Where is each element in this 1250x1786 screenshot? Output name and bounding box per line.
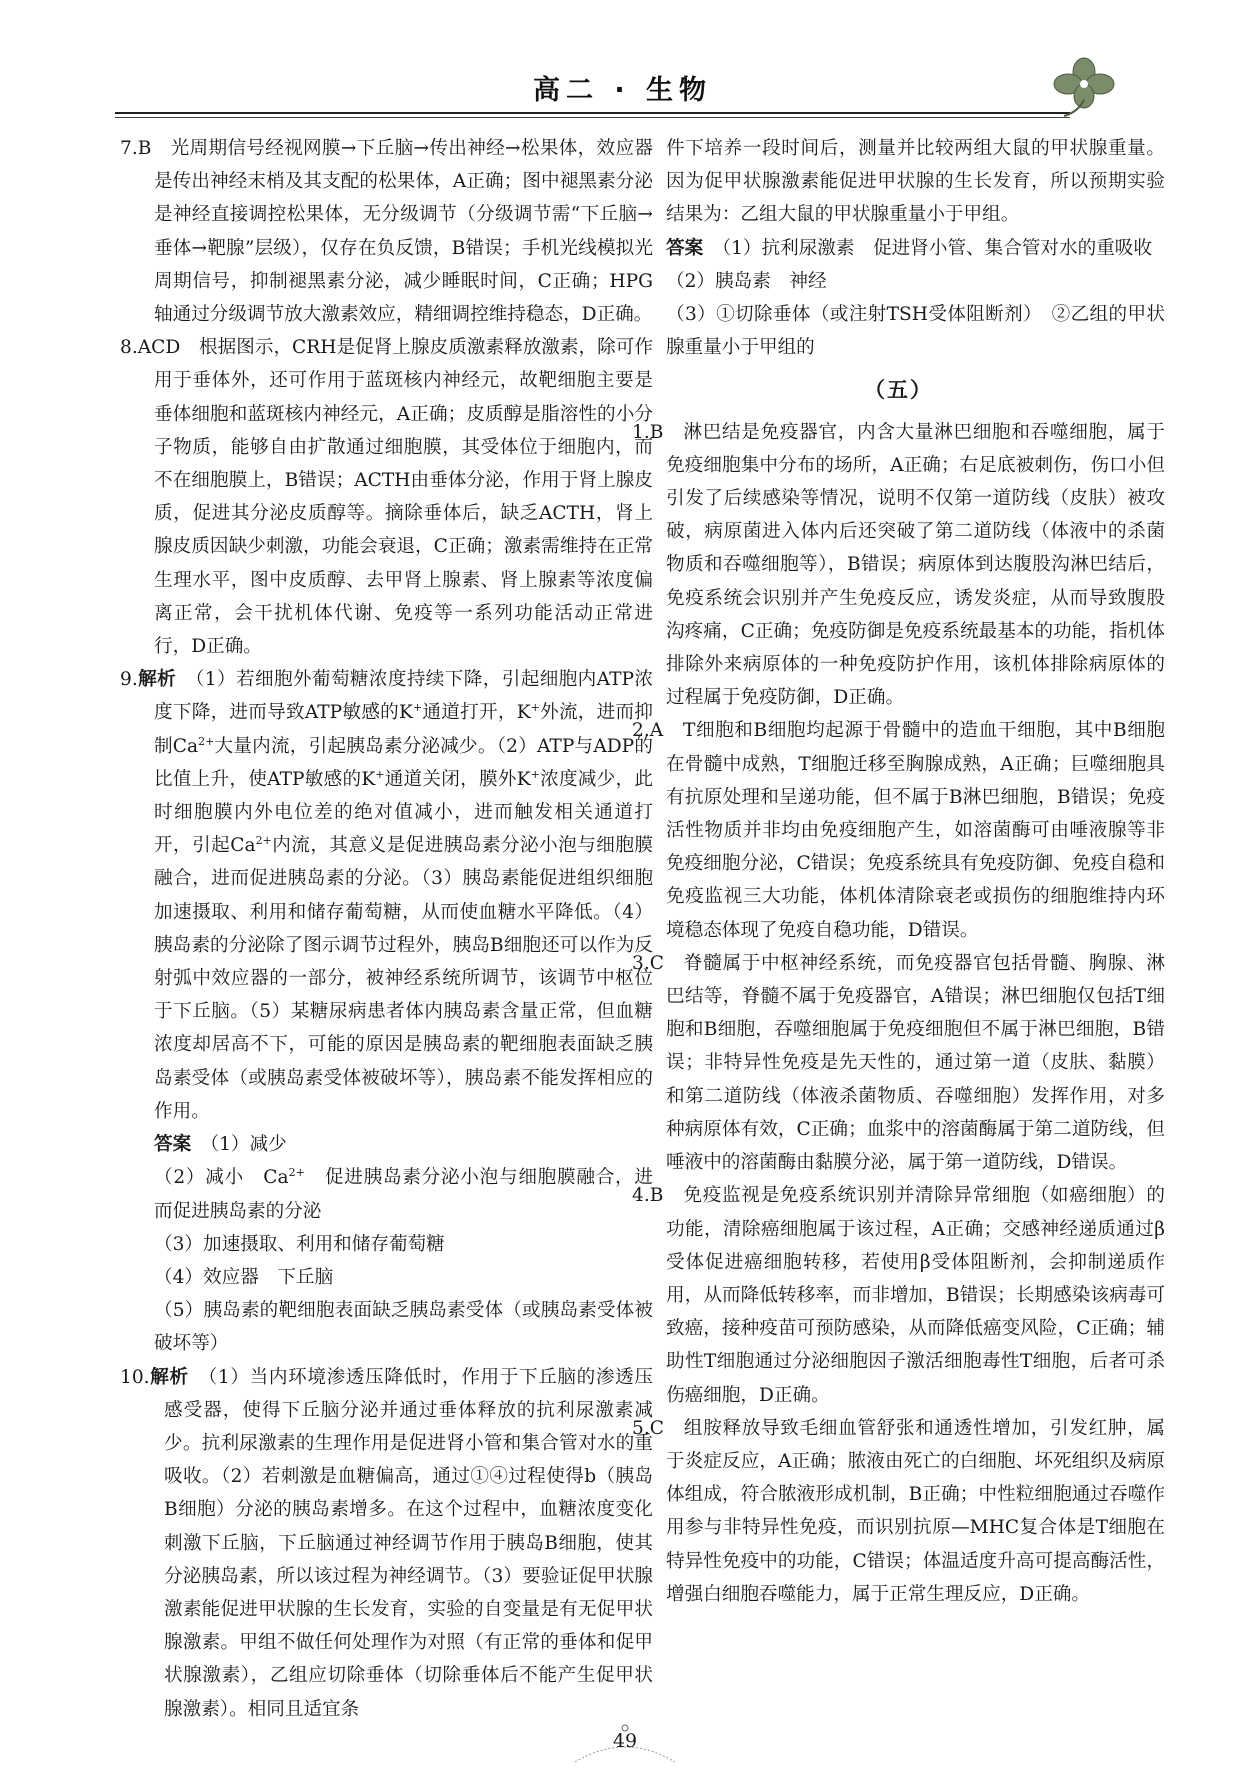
analysis-label: 解析: [149, 1366, 189, 1388]
answer-label: 答案: [154, 1134, 192, 1156]
item-number: 7.B: [120, 138, 152, 159]
item-text: 免疫监视是免疫系统识别并清除异常细胞（如癌细胞）的功能，清除癌细胞属于该过程，A正确；交感神经递质通过β受体促进癌细胞转移，若使用β受体阻断剂，会抑制递质作用，从而降低转移率，而非增加，B错误；长期感染该病毒可致癌，接种疫苗可预防感染，从而降低癌变风险，C正确；辅助性T细胞通过分泌细胞因子激活细胞毒性T细胞，后者可杀伤癌细胞，D正确。: [666, 1185, 1165, 1406]
answer-item-2: [632, 714, 1165, 946]
page-header: [115, 60, 1130, 118]
clover-icon: [1038, 54, 1130, 120]
section-title: （五）: [864, 378, 933, 403]
answer-item-8: [120, 331, 653, 663]
item-text: 浓度减少，此时细胞膜内外电位差的绝对值减小，进而触发相关通道打开，引起Ca: [154, 768, 653, 857]
analysis-label: 解析: [137, 669, 177, 691]
item-text: 组胺释放导致毛细血管舒张和通透性增加，引发红肿，属于炎症反应，A正确；脓液由死亡的白细胞、坏死组织及病原体组成，符合脓液形成机制，B正确；中性粒细胞通过吞噬作用参与非特异性免疫，而识别抗原—MHC复合体是T细胞在特异性免疫中的功能，C错误；体温适度升高可提高酶活性，增强白细胞吞噬能力，属于正常生理反应，D正确。: [666, 1417, 1165, 1605]
item-text: 光周期信号经视网膜→下丘脑→传出神经→松果体，效应器是传出神经末梢及其支配的松果体，A正确；图中褪黑素分泌是神经直接调控松果体，无分级调节（分级调节需“下丘脑→垂体→靶腺”层级），仅存在负反馈，B错误；手机光线模拟光周期信号，抑制褪黑素分泌，减少睡眠时间，C正确；HPG轴通过分级调节放大激素效应，精细调控维持稳态，D正确。: [154, 138, 653, 326]
item-text: 大量内流，引起胰岛素分泌减少。（2）ATP与ADP的比值上升，使ATP敏感的K: [154, 735, 654, 790]
item-text: 外流，进而抑制Ca: [154, 702, 653, 757]
answer-line: （2）胰岛素 神经: [666, 270, 827, 292]
answer-line: [120, 1161, 653, 1227]
answer-item-5: [632, 1412, 1165, 1611]
answer-text: （2）减小 Ca: [154, 1167, 289, 1189]
answer-line: （3）加速摄取、利用和储存葡萄糖: [154, 1233, 445, 1255]
superscript: +: [412, 701, 423, 715]
superscript: +: [375, 767, 385, 781]
answer-line: （4）效应器 下丘脑: [154, 1266, 334, 1288]
item-10-continued: 件下培养一段时间后，测量并比较两组大鼠的甲状腺重量。因为促甲状腺激素能促进甲状腺的生长发育，所以预期实验结果为：乙组大鼠的甲状腺重量小于甲组。: [666, 138, 1165, 226]
item-text: （1）当内环境渗透压降低时，作用于下丘脑的渗透压感受器，使得下丘脑分泌并通过垂体释放的抗利尿激素减少。抗利尿激素的生理作用是促进肾小管和集合管对水的重吸收。（2）若刺激是血糖偏高，通过①④过程使得b（胰岛B细胞）分泌的胰岛素增多。在这个过程中，血糖浓度变化刺激下丘脑，下丘脑通过神经调节作用于胰岛B细胞，使其分泌胰岛素，所以该过程为神经调节。（3）要验证促甲状腺激素能促进甲状腺的生长发育，实验的自变量是有无促甲状腺激素。甲组不做任何处理作为对照（有正常的垂体和促甲状腺激素），乙组应切除垂体（切除垂体后不能产生促甲状腺激素）。相同且适宜条: [164, 1366, 653, 1720]
answer-item-4: [632, 1179, 1165, 1411]
answer-text: 促进胰岛素分泌小泡与细胞膜融合，进而促进胰岛素的分泌: [154, 1167, 653, 1222]
answer-line: [632, 232, 1165, 265]
item-text: 通道关闭，膜外K: [384, 768, 531, 790]
item-text: 淋巴结是免疫器官，内含大量淋巴细胞和吞噬细胞，属于免疫细胞集中分布的场所，A正确；右足底被刺伤，伤口小但引发了后续感染等情况，说明不仅第一道防线（皮肤）被攻破，病原菌进入体内后还突破了第二道防线（体液中的杀菌物质和吞噬细胞等），B错误；病原体到达腹股沟淋巴结后，免疫系统会识别并产生免疫反应，诱发炎症，从而导致腹股沟疼痛，C正确；免疫防御是免疫系统最基本的功能，指机体排除外来病原体的一种免疫防护作用，该机体排除病原体的过程属于免疫防御，D正确。: [666, 421, 1165, 709]
answer-line: [120, 1128, 653, 1161]
item-text: 内流，其意义是促进胰岛素分泌小泡与细胞膜融合，进而促进胰岛素的分泌。（3）胰岛素能促进组织细胞加速摄取、利用和储存葡萄糖，从而使血糖水平降低。（4）胰岛素的分泌除了图示调节过程外，胰岛B细胞还可以作为反射弧中效应器的一部分，被神经系统所调节，该调节中枢位于下丘脑。（5）某糖尿病患者体内胰岛素含量正常，但血糖浓度却居高不下，可能的原因是胰岛素的靶细胞表面缺乏胰岛素受体（或胰岛素受体被破坏等），胰岛素不能发挥相应的作用。: [154, 835, 653, 1122]
item-number: 2.A: [632, 720, 664, 742]
answer-text: （1）减少: [209, 1134, 287, 1156]
item-text: （1）若细胞外葡萄糖浓度持续下降，引起细胞内ATP浓度下降，进而导致ATP敏感的K: [154, 669, 653, 724]
answer-line: （3）①切除垂体（或注射TSH受体阻断剂） ②乙组的甲状腺重量小于甲组的: [666, 304, 1165, 359]
item-number: 8.ACD: [120, 337, 181, 359]
answer-item-7: [120, 132, 653, 331]
answer-item-10: [120, 1361, 653, 1726]
header-rule-thin: [115, 117, 1070, 118]
superscript: 2+: [288, 1166, 305, 1180]
page-number: 49: [612, 1730, 638, 1752]
item-text: 通道打开，K: [422, 702, 531, 724]
item-text: 脊髓属于中枢神经系统，而免疫器官包括骨髓、胸腺、淋巴结等，脊髓不属于免疫器官，A错误；淋巴细胞仅包括T细胞和B细胞，吞噬细胞属于免疫细胞但不属于淋巴细胞，B错误；非特异性免疫是先天性的，通过第一道（皮肤、黏膜）和第二道防线（体液杀菌物质、吞噬细胞）发挥作用，对多种病原体有效，C正确；血浆中的溶菌酶属于第二道防线，但唾液中的溶菌酶由黏膜分泌，属于第一道防线，D错误。: [666, 952, 1165, 1174]
superscript: +: [530, 701, 540, 715]
answer-line: （5）胰岛素的靶细胞表面缺乏胰岛素受体（或胰岛素受体被破坏等）: [154, 1300, 653, 1355]
item-number: 10.: [120, 1366, 150, 1388]
page-footer: [0, 1722, 1250, 1772]
superscript: 2+: [198, 734, 215, 748]
item-number: 3.C: [632, 952, 664, 974]
answer-text: （1）抗利尿激素 促进肾小管、集合管对水的重吸收: [721, 237, 1152, 259]
superscript: +: [530, 767, 540, 781]
item-number: 1.B: [632, 421, 664, 443]
answer-item-1: [632, 416, 1165, 715]
item-text: T细胞和B细胞均起源于骨髓中的造血干细胞，其中B细胞在骨髓中成熟，T细胞迁移至胸腺成熟，A正确；巨噬细胞具有抗原处理和呈递功能，但不属于B淋巴细胞，B错误；免疫活性物质并非均由免疫细胞产生，如溶菌酶可由唾液腺等非免疫细胞分泌，C错误；免疫系统具有免疫防御、免疫自稳和免疫监视三大功能，体机体清除衰老或损伤的细胞维持内环境稳态体现了免疫自稳功能，D错误。: [666, 720, 1165, 941]
right-column: [632, 132, 1165, 1611]
answer-label: 答案: [666, 237, 704, 259]
item-number: 4.B: [632, 1185, 664, 1207]
answer-item-9: [120, 663, 653, 1128]
left-column: [120, 132, 653, 1726]
answer-block-10: [632, 232, 1165, 365]
superscript: 2+: [255, 834, 272, 848]
answer-item-3: [632, 947, 1165, 1179]
item-number: 9.: [120, 669, 138, 691]
header-rule: [115, 112, 1070, 114]
item-number: 5.C: [632, 1417, 664, 1439]
header-title: 高二 · 生物: [532, 75, 713, 106]
item-text: 根据图示，CRH是促肾上腺皮质激素释放激素，除可作用于垂体外，还可作用于蓝斑核内神经元，故靶细胞主要是垂体细胞和蓝斑核内神经元，A正确；皮质醇是脂溶性的小分子物质，能够自由扩散通过细胞膜，其受体位于细胞内，而不在细胞膜上，B错误；ACTH由垂体分泌，作用于肾上腺皮质，促进其分泌皮质醇等。摘除垂体后，缺乏ACTH，肾上腺皮质因缺少刺激，功能会衰退，C正确；激素需维持在正常生理水平，图中皮质醇、去甲肾上腺素、肾上腺素等浓度偏离正常，会干扰机体代谢、免疫等一系列功能活动正常进行，D正确。: [154, 337, 653, 658]
answer-block-9: [120, 1128, 653, 1360]
